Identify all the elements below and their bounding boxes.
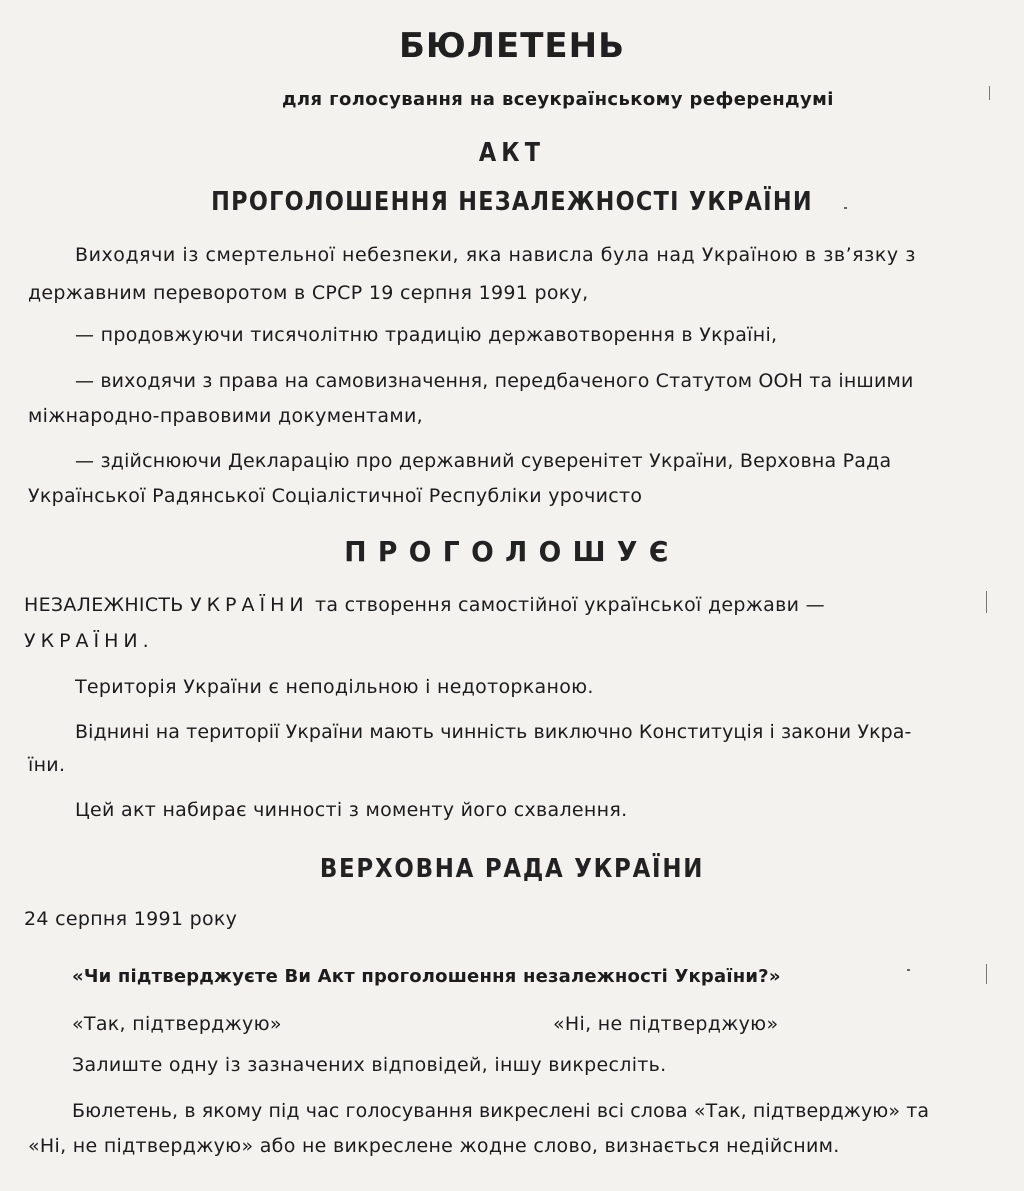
act-heading: АКТ xyxy=(478,138,546,168)
print-mark xyxy=(986,964,987,984)
print-mark xyxy=(989,86,990,100)
invalid-rule: Бюлетень, в якому під час голосування викреслені всі слова «Так, підтверджую» та xyxy=(72,1100,930,1122)
independence-line xyxy=(24,593,825,617)
ballot-title: БЮЛЕТЕНЬ xyxy=(398,26,626,66)
answer-yes[interactable]: «Так, підтверджую» xyxy=(72,1013,282,1035)
clause-sovereignty-cont: Української Радянської Соціалістичної Республіки урочисто xyxy=(28,485,643,507)
laws-text-cont: їни. xyxy=(28,754,66,776)
signatory-heading: ВЕРХОВНА РАДА УКРАЇНИ xyxy=(319,854,705,884)
independence-word: НЕЗАЛЕЖНІСТЬ xyxy=(24,594,184,616)
clause-sovereignty: — здійснюючи Декларацію про державний суверенітет України, Верховна Рада xyxy=(75,450,892,472)
laws-text: Віднині на території України мають чинність виключно Конституція і закони Укра- xyxy=(75,721,912,743)
print-speck xyxy=(907,969,910,971)
clause-tradition: — продовжуючи тисячолітню традицію державотворення в Україні, xyxy=(75,324,778,346)
preamble-line-1: Виходячи із смертельної небезпеки, яка нависла була над Україною в зв’язку з xyxy=(75,244,916,266)
act-title: ПРОГОЛОШЕННЯ НЕЗАЛЕЖНОСТІ УКРАЇНИ xyxy=(211,187,813,217)
effect-text: Цей акт набирає чинності з моменту його схвалення. xyxy=(75,799,628,821)
invalid-rule-cont: «Ні, не підтверджую» або не викреслене жодне слово, визнається недійсним. xyxy=(28,1135,840,1157)
territory-text: Територія України є неподільною і недоторканою. xyxy=(75,676,594,698)
referendum-question: «Чи підтверджуєте Ви Акт проголошення незалежності України?» xyxy=(72,966,781,987)
ballot-subtitle: для голосування на всеукраїнському референдумі xyxy=(282,89,834,110)
preamble-line-2: державним переворотом в СРСР 19 серпня 1991 року, xyxy=(28,282,589,304)
answer-no[interactable]: «Ні, не підтверджую» xyxy=(553,1013,779,1035)
clause-self-determination-cont: міжнародно-правовими документами, xyxy=(28,405,423,427)
date-text: 24 серпня 1991 року xyxy=(24,908,238,930)
print-speck xyxy=(844,207,847,209)
ukraine-spaced: УКРАЇНИ xyxy=(189,594,309,616)
print-mark xyxy=(986,591,987,613)
clause-self-determination: — виходячи з права на самовизначення, передбаченого Статутом ООН та іншими xyxy=(75,370,914,392)
proclaims-heading: ПРОГОЛОШУЄ xyxy=(344,535,680,568)
instruction-text: Залиште одну із зазначених відповідей, іншу викресліть. xyxy=(72,1054,667,1076)
independence-rest: та створення самостійної української держави — xyxy=(314,594,825,616)
ukraine-spaced-end: УКРАЇНИ. xyxy=(24,630,154,652)
